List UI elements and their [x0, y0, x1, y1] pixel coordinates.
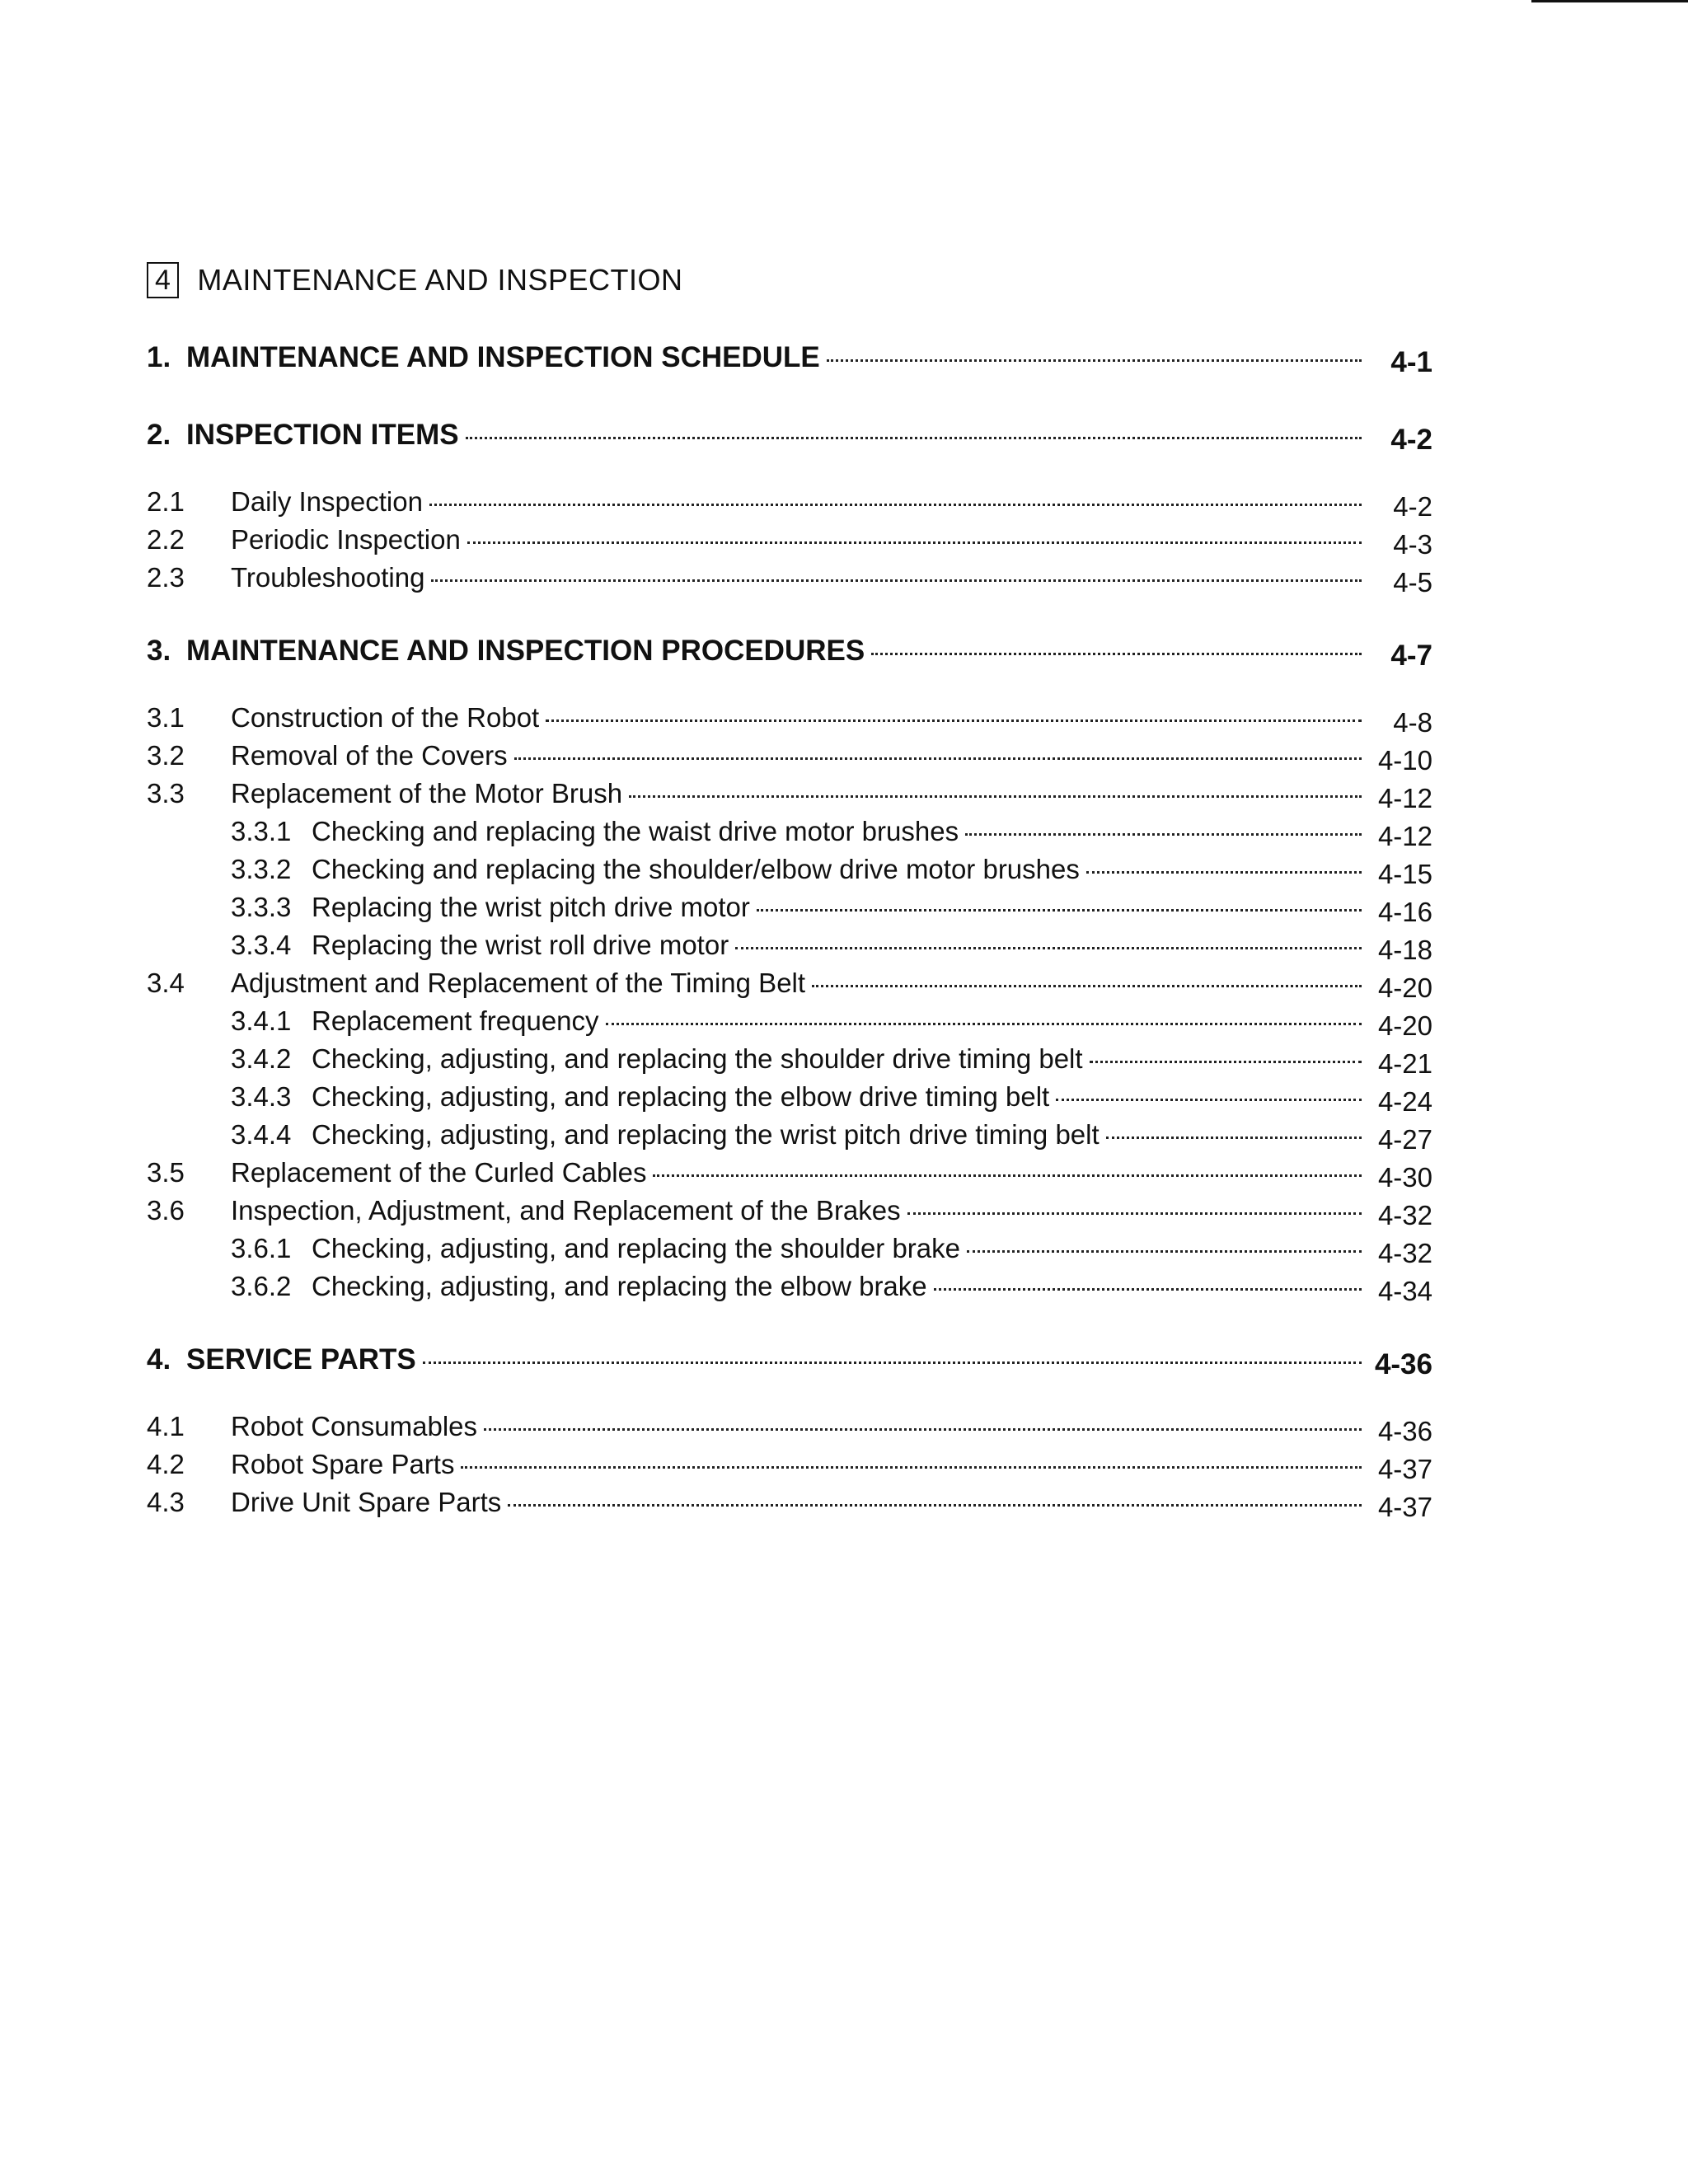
dot-leader — [934, 1288, 1362, 1291]
entry-title: Checking, adjusting, and replacing the shoulder drive timing belt — [312, 1043, 1083, 1074]
dot-leader — [484, 1428, 1362, 1431]
table-of-contents — [147, 262, 1432, 1553]
dot-leader — [1106, 1137, 1362, 1139]
entry-page-number: 4-7 — [1390, 640, 1432, 672]
entry-page-number: 4-37 — [1377, 1492, 1432, 1522]
entry-number: 4.3 — [147, 1487, 185, 1517]
entry-page-number: 4-18 — [1377, 935, 1432, 965]
entry-number: 3.3.3 — [231, 892, 292, 922]
entry-title: Adjustment and Replacement of the Timing Belt — [231, 968, 806, 998]
toc-section — [147, 628, 1432, 1305]
toc-entry[interactable] — [147, 926, 1432, 964]
dot-leader — [546, 719, 1362, 722]
entry-page-number: 4-32 — [1377, 1200, 1432, 1230]
entry-title: Removal of the Covers — [231, 740, 508, 771]
entry-title: Replacement of the Motor Brush — [231, 778, 623, 808]
entry-page-number: 4-30 — [1377, 1162, 1432, 1193]
entry-number: 2.1 — [147, 486, 185, 517]
entry-number: 2. — [147, 419, 171, 451]
entry-page-number: 4-36 — [1374, 1348, 1432, 1380]
entry-title: Robot Consumables — [231, 1411, 477, 1441]
dot-leader — [508, 1504, 1362, 1507]
entry-title: Checking, adjusting, and replacing the elbow brake — [312, 1271, 927, 1301]
dot-leader — [965, 833, 1362, 836]
entry-page-number: 4-3 — [1393, 529, 1432, 560]
chapter-title: MAINTENANCE AND INSPECTION — [197, 263, 683, 297]
entry-number: 4.2 — [147, 1449, 185, 1479]
entry-page-number: 4-1 — [1390, 346, 1432, 378]
dot-leader — [461, 1466, 1362, 1469]
toc-section — [147, 335, 1432, 381]
entry-title: INSPECTION ITEMS — [186, 419, 459, 451]
entry-page-number: 4-32 — [1377, 1238, 1432, 1268]
chapter-number-box: 4 — [147, 262, 179, 298]
toc-entry[interactable] — [147, 1230, 1432, 1268]
dot-leader — [907, 1212, 1362, 1215]
entry-page-number: 4-15 — [1377, 859, 1432, 889]
toc-entry[interactable] — [147, 775, 1432, 813]
entry-number: 3.4.4 — [231, 1119, 292, 1150]
entry-title: Troubleshooting — [231, 562, 425, 593]
entry-page-number: 4-27 — [1377, 1124, 1432, 1155]
entry-title: Replacing the wrist pitch drive motor — [312, 892, 750, 922]
toc-entry[interactable] — [147, 1078, 1432, 1116]
dot-leader — [429, 504, 1362, 506]
entry-number: 3.2 — [147, 740, 185, 771]
dot-leader — [423, 1361, 1362, 1364]
dot-leader — [1056, 1099, 1362, 1101]
toc-entry[interactable] — [147, 559, 1432, 597]
entry-page-number: 4-12 — [1377, 821, 1432, 851]
entry-page-number: 4-20 — [1377, 972, 1432, 1003]
dot-leader — [431, 579, 1362, 582]
entry-title: Construction of the Robot — [231, 702, 540, 733]
entry-page-number: 4-8 — [1393, 707, 1432, 738]
dot-leader — [606, 1023, 1362, 1025]
dot-leader — [653, 1174, 1362, 1177]
dot-leader — [466, 437, 1362, 439]
toc-entry[interactable] — [147, 699, 1432, 737]
entry-number: 1. — [147, 341, 171, 373]
toc-entry[interactable] — [147, 1040, 1432, 1078]
entry-title: Checking, adjusting, and replacing the elbow drive timing belt — [312, 1081, 1050, 1112]
entry-page-number: 4-5 — [1393, 567, 1432, 598]
toc-entry[interactable] — [147, 737, 1432, 775]
entry-number: 3.6 — [147, 1195, 185, 1226]
dot-leader — [1086, 871, 1362, 874]
entry-number: 3.5 — [147, 1157, 185, 1188]
dot-leader — [467, 541, 1362, 544]
dot-leader — [735, 947, 1362, 949]
toc-entry[interactable] — [147, 1408, 1432, 1446]
entry-number: 3.3 — [147, 778, 185, 808]
entry-page-number: 4-21 — [1377, 1048, 1432, 1079]
toc-section-heading[interactable] — [147, 335, 1432, 381]
entry-page-number: 4-36 — [1377, 1416, 1432, 1446]
entry-title: Inspection, Adjustment, and Replacement of the Brakes — [231, 1195, 901, 1226]
toc-entry[interactable] — [147, 813, 1432, 851]
toc-entry[interactable] — [147, 964, 1432, 1002]
entry-number: 3.6.1 — [231, 1233, 292, 1263]
toc-section — [147, 412, 1432, 597]
entry-page-number: 4-37 — [1377, 1454, 1432, 1484]
entry-page-number: 4-24 — [1377, 1086, 1432, 1117]
dot-leader — [1090, 1061, 1362, 1063]
entry-title: Periodic Inspection — [231, 524, 461, 555]
entry-number: 2.2 — [147, 524, 185, 555]
toc-entry[interactable] — [147, 1446, 1432, 1483]
dot-leader — [871, 653, 1362, 655]
entry-title: Checking, adjusting, and replacing the wrist pitch drive timing belt — [312, 1119, 1100, 1150]
toc-section-heading[interactable] — [147, 412, 1432, 458]
entry-number: 3.4.2 — [231, 1043, 292, 1074]
entry-number: 3. — [147, 635, 171, 667]
corner-rule — [1531, 0, 1688, 2]
entry-number: 4. — [147, 1343, 171, 1376]
dot-leader — [629, 795, 1362, 798]
entry-number: 3.1 — [147, 702, 185, 733]
entry-number: 3.4.3 — [231, 1081, 292, 1112]
chapter-heading — [147, 262, 1432, 298]
entry-number: 2.3 — [147, 562, 185, 593]
entry-page-number: 4-34 — [1377, 1276, 1432, 1306]
dot-leader — [514, 757, 1362, 760]
toc-entry[interactable] — [147, 888, 1432, 926]
entry-title: Replacing the wrist roll drive motor — [312, 930, 729, 960]
entry-number: 3.3.4 — [231, 930, 292, 960]
entry-page-number: 4-2 — [1390, 424, 1432, 456]
toc-entry[interactable] — [147, 1483, 1432, 1521]
entry-number: 3.4.1 — [231, 1005, 292, 1036]
toc-entry[interactable] — [147, 1002, 1432, 1040]
entry-page-number: 4-10 — [1377, 745, 1432, 776]
entry-title: MAINTENANCE AND INSPECTION SCHEDULE — [186, 341, 820, 373]
dot-leader — [967, 1250, 1362, 1253]
toc-entry[interactable] — [147, 1154, 1432, 1192]
entry-title: Checking and replacing the waist drive motor brushes — [312, 816, 959, 846]
toc-entry[interactable] — [147, 521, 1432, 559]
entry-number: 3.3.2 — [231, 854, 292, 884]
entry-title: Checking and replacing the shoulder/elbow drive motor brushes — [312, 854, 1080, 884]
toc-section-heading[interactable] — [147, 1337, 1432, 1383]
entry-title: Daily Inspection — [231, 486, 423, 517]
entry-title: Robot Spare Parts — [231, 1449, 455, 1479]
toc-entry[interactable] — [147, 851, 1432, 888]
entry-number: 3.6.2 — [231, 1271, 292, 1301]
toc-section-heading[interactable] — [147, 628, 1432, 674]
toc-sections — [147, 335, 1432, 1521]
toc-section — [147, 1337, 1432, 1521]
entry-number: 3.4 — [147, 968, 185, 998]
entry-page-number: 4-16 — [1377, 897, 1432, 927]
toc-entry[interactable] — [147, 1192, 1432, 1230]
entry-title: MAINTENANCE AND INSPECTION PROCEDURES — [186, 635, 865, 667]
entry-page-number: 4-2 — [1393, 491, 1432, 522]
dot-leader — [757, 909, 1362, 912]
entry-title: Drive Unit Spare Parts — [231, 1487, 502, 1517]
toc-entry[interactable] — [147, 483, 1432, 521]
entry-title: SERVICE PARTS — [186, 1343, 416, 1376]
toc-entry[interactable] — [147, 1268, 1432, 1305]
entry-page-number: 4-12 — [1377, 783, 1432, 813]
entry-title: Replacement frequency — [312, 1005, 599, 1036]
dot-leader — [812, 985, 1362, 987]
entry-title: Checking, adjusting, and replacing the shoulder brake — [312, 1233, 961, 1263]
toc-entry[interactable] — [147, 1116, 1432, 1154]
entry-title: Replacement of the Curled Cables — [231, 1157, 647, 1188]
entry-number: 4.1 — [147, 1411, 185, 1441]
entry-page-number: 4-20 — [1377, 1010, 1432, 1041]
dot-leader — [827, 359, 1362, 362]
entry-number: 3.3.1 — [231, 816, 292, 846]
